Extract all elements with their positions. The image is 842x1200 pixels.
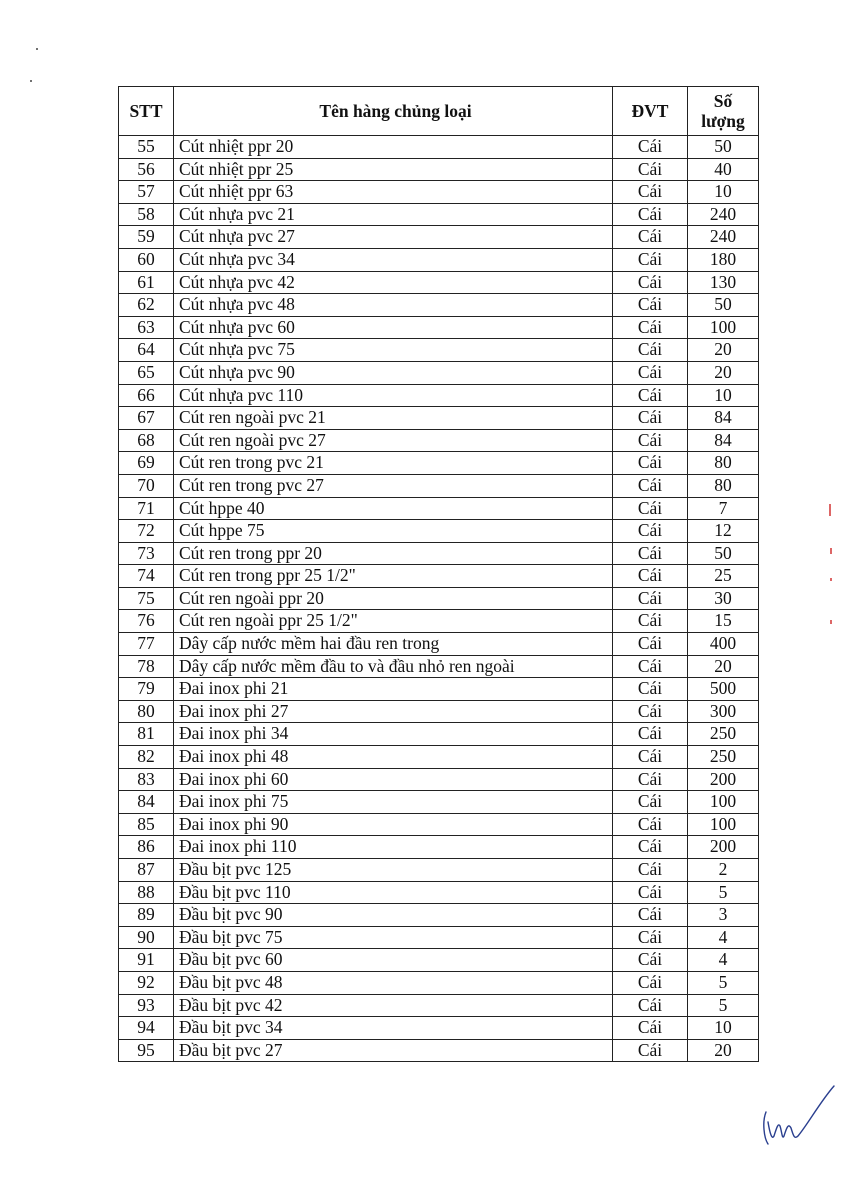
header-qty-line2: lượng xyxy=(701,111,745,131)
row-name: Cút nhựa pvc 90 xyxy=(174,361,613,384)
table-row xyxy=(119,904,759,927)
row-qty: 240 xyxy=(688,226,759,249)
row-unit: Cái xyxy=(613,339,688,362)
row-unit: Cái xyxy=(613,181,688,204)
row-qty: 15 xyxy=(688,610,759,633)
row-stt: 69 xyxy=(119,452,174,475)
table-row xyxy=(119,452,759,475)
row-stt: 76 xyxy=(119,610,174,633)
row-unit: Cái xyxy=(613,633,688,656)
row-name: Cút nhựa pvc 110 xyxy=(174,384,613,407)
row-qty: 180 xyxy=(688,248,759,271)
row-stt: 73 xyxy=(119,542,174,565)
row-stt: 80 xyxy=(119,700,174,723)
table-row xyxy=(119,587,759,610)
row-stt: 74 xyxy=(119,565,174,588)
table-row xyxy=(119,994,759,1017)
row-name: Dây cấp nước mềm hai đầu ren trong xyxy=(174,633,613,656)
row-unit: Cái xyxy=(613,248,688,271)
row-name: Dây cấp nước mềm đầu to và đầu nhỏ ren ngoài xyxy=(174,655,613,678)
row-unit: Cái xyxy=(613,836,688,859)
row-stt: 94 xyxy=(119,1017,174,1040)
row-stt: 64 xyxy=(119,339,174,362)
row-name: Cút nhựa pvc 60 xyxy=(174,316,613,339)
edge-mark xyxy=(830,578,832,581)
row-qty: 200 xyxy=(688,836,759,859)
row-qty: 250 xyxy=(688,723,759,746)
row-qty: 4 xyxy=(688,949,759,972)
row-stt: 86 xyxy=(119,836,174,859)
row-name: Đai inox phi 48 xyxy=(174,746,613,769)
row-qty: 400 xyxy=(688,633,759,656)
row-qty: 50 xyxy=(688,136,759,159)
row-name: Đai inox phi 27 xyxy=(174,700,613,723)
row-unit: Cái xyxy=(613,881,688,904)
row-unit: Cái xyxy=(613,971,688,994)
row-qty: 25 xyxy=(688,565,759,588)
row-unit: Cái xyxy=(613,520,688,543)
table-body xyxy=(119,136,759,1062)
table-row xyxy=(119,361,759,384)
table-row xyxy=(119,926,759,949)
row-qty: 3 xyxy=(688,904,759,927)
row-unit: Cái xyxy=(613,587,688,610)
row-unit: Cái xyxy=(613,949,688,972)
row-qty: 10 xyxy=(688,384,759,407)
row-stt: 82 xyxy=(119,746,174,769)
row-unit: Cái xyxy=(613,610,688,633)
row-qty: 10 xyxy=(688,181,759,204)
row-unit: Cái xyxy=(613,1017,688,1040)
table-row xyxy=(119,181,759,204)
table-row xyxy=(119,678,759,701)
row-qty: 20 xyxy=(688,361,759,384)
table-row xyxy=(119,429,759,452)
row-unit: Cái xyxy=(613,294,688,317)
row-unit: Cái xyxy=(613,746,688,769)
table-row xyxy=(119,791,759,814)
row-unit: Cái xyxy=(613,1039,688,1062)
row-stt: 72 xyxy=(119,520,174,543)
row-name: Đai inox phi 60 xyxy=(174,768,613,791)
table-row xyxy=(119,949,759,972)
row-stt: 60 xyxy=(119,248,174,271)
row-stt: 56 xyxy=(119,158,174,181)
row-name: Cút ren ngoài pvc 21 xyxy=(174,407,613,430)
row-qty: 5 xyxy=(688,881,759,904)
row-stt: 89 xyxy=(119,904,174,927)
edge-mark xyxy=(830,620,832,624)
row-name: Đầu bịt pvc 42 xyxy=(174,994,613,1017)
row-name: Cút nhựa pvc 48 xyxy=(174,294,613,317)
table-row xyxy=(119,248,759,271)
row-name: Đầu bịt pvc 125 xyxy=(174,859,613,882)
row-stt: 79 xyxy=(119,678,174,701)
table-row xyxy=(119,226,759,249)
table-row xyxy=(119,407,759,430)
row-name: Cút nhựa pvc 42 xyxy=(174,271,613,294)
row-qty: 500 xyxy=(688,678,759,701)
row-name: Cút nhiệt ppr 20 xyxy=(174,136,613,159)
row-unit: Cái xyxy=(613,452,688,475)
row-name: Đai inox phi 110 xyxy=(174,836,613,859)
row-qty: 130 xyxy=(688,271,759,294)
table-row xyxy=(119,497,759,520)
row-qty: 10 xyxy=(688,1017,759,1040)
row-stt: 62 xyxy=(119,294,174,317)
row-stt: 87 xyxy=(119,859,174,882)
row-qty: 100 xyxy=(688,813,759,836)
table-row xyxy=(119,1039,759,1062)
table-row xyxy=(119,700,759,723)
row-stt: 65 xyxy=(119,361,174,384)
row-qty: 20 xyxy=(688,1039,759,1062)
table-row xyxy=(119,474,759,497)
row-qty: 240 xyxy=(688,203,759,226)
row-name: Đầu bịt pvc 75 xyxy=(174,926,613,949)
row-name: Cút ren trong pvc 21 xyxy=(174,452,613,475)
row-stt: 63 xyxy=(119,316,174,339)
table-row xyxy=(119,316,759,339)
row-stt: 57 xyxy=(119,181,174,204)
row-name: Cút nhiệt ppr 25 xyxy=(174,158,613,181)
header-qty xyxy=(688,87,759,136)
row-qty: 20 xyxy=(688,655,759,678)
row-stt: 66 xyxy=(119,384,174,407)
table-row xyxy=(119,768,759,791)
row-name: Cút nhựa pvc 75 xyxy=(174,339,613,362)
row-unit: Cái xyxy=(613,926,688,949)
row-name: Cút nhiệt ppr 63 xyxy=(174,181,613,204)
row-stt: 68 xyxy=(119,429,174,452)
row-name: Đầu bịt pvc 34 xyxy=(174,1017,613,1040)
row-qty: 80 xyxy=(688,452,759,475)
row-qty: 200 xyxy=(688,768,759,791)
row-qty: 4 xyxy=(688,926,759,949)
table-row xyxy=(119,655,759,678)
table-row xyxy=(119,339,759,362)
table-row xyxy=(119,520,759,543)
row-stt: 70 xyxy=(119,474,174,497)
row-unit: Cái xyxy=(613,904,688,927)
table-row xyxy=(119,136,759,159)
row-unit: Cái xyxy=(613,768,688,791)
row-unit: Cái xyxy=(613,542,688,565)
row-unit: Cái xyxy=(613,271,688,294)
row-qty: 100 xyxy=(688,316,759,339)
row-qty: 12 xyxy=(688,520,759,543)
table-header-row xyxy=(119,87,759,136)
row-name: Đai inox phi 34 xyxy=(174,723,613,746)
row-name: Đai inox phi 21 xyxy=(174,678,613,701)
row-unit: Cái xyxy=(613,678,688,701)
table-row xyxy=(119,881,759,904)
row-unit: Cái xyxy=(613,859,688,882)
table-row xyxy=(119,723,759,746)
header-stt: STT xyxy=(119,87,174,136)
row-unit: Cái xyxy=(613,474,688,497)
table-row xyxy=(119,271,759,294)
row-name: Cút hppe 75 xyxy=(174,520,613,543)
row-name: Đai inox phi 90 xyxy=(174,813,613,836)
row-name: Cút ren trong pvc 27 xyxy=(174,474,613,497)
table-row xyxy=(119,610,759,633)
row-unit: Cái xyxy=(613,136,688,159)
row-name: Cút nhựa pvc 27 xyxy=(174,226,613,249)
row-stt: 91 xyxy=(119,949,174,972)
table-row xyxy=(119,565,759,588)
scan-speck xyxy=(36,48,38,50)
row-name: Cút ren trong ppr 25 1/2" xyxy=(174,565,613,588)
edge-mark xyxy=(830,548,832,554)
row-stt: 55 xyxy=(119,136,174,159)
row-stt: 77 xyxy=(119,633,174,656)
row-name: Đầu bịt pvc 90 xyxy=(174,904,613,927)
row-name: Cút ren ngoài ppr 20 xyxy=(174,587,613,610)
row-name: Cút ren ngoài ppr 25 1/2" xyxy=(174,610,613,633)
row-qty: 100 xyxy=(688,791,759,814)
row-unit: Cái xyxy=(613,813,688,836)
row-unit: Cái xyxy=(613,723,688,746)
row-stt: 84 xyxy=(119,791,174,814)
row-qty: 80 xyxy=(688,474,759,497)
table-row xyxy=(119,1017,759,1040)
row-unit: Cái xyxy=(613,384,688,407)
table-row xyxy=(119,633,759,656)
row-stt: 85 xyxy=(119,813,174,836)
scan-speck xyxy=(30,80,32,82)
row-stt: 93 xyxy=(119,994,174,1017)
row-unit: Cái xyxy=(613,791,688,814)
row-stt: 67 xyxy=(119,407,174,430)
row-unit: Cái xyxy=(613,407,688,430)
row-stt: 61 xyxy=(119,271,174,294)
row-unit: Cái xyxy=(613,203,688,226)
row-qty: 20 xyxy=(688,339,759,362)
signature-icon xyxy=(758,1082,838,1152)
row-name: Đầu bịt pvc 110 xyxy=(174,881,613,904)
row-qty: 5 xyxy=(688,971,759,994)
row-name: Đai inox phi 75 xyxy=(174,791,613,814)
header-unit: ĐVT xyxy=(613,87,688,136)
row-qty: 2 xyxy=(688,859,759,882)
row-qty: 50 xyxy=(688,542,759,565)
header-name: Tên hàng chủng loại xyxy=(174,87,613,136)
row-unit: Cái xyxy=(613,497,688,520)
row-qty: 5 xyxy=(688,994,759,1017)
row-unit: Cái xyxy=(613,226,688,249)
row-stt: 59 xyxy=(119,226,174,249)
row-stt: 90 xyxy=(119,926,174,949)
table-row xyxy=(119,971,759,994)
row-qty: 250 xyxy=(688,746,759,769)
row-name: Cút ren trong ppr 20 xyxy=(174,542,613,565)
row-unit: Cái xyxy=(613,361,688,384)
table-row xyxy=(119,836,759,859)
row-stt: 75 xyxy=(119,587,174,610)
row-qty: 40 xyxy=(688,158,759,181)
row-stt: 81 xyxy=(119,723,174,746)
edge-mark xyxy=(829,504,831,516)
row-stt: 95 xyxy=(119,1039,174,1062)
row-name: Đầu bịt pvc 60 xyxy=(174,949,613,972)
row-unit: Cái xyxy=(613,316,688,339)
row-unit: Cái xyxy=(613,158,688,181)
row-qty: 7 xyxy=(688,497,759,520)
row-name: Đầu bịt pvc 27 xyxy=(174,1039,613,1062)
row-stt: 92 xyxy=(119,971,174,994)
row-stt: 78 xyxy=(119,655,174,678)
row-name: Cút hppe 40 xyxy=(174,497,613,520)
table-row xyxy=(119,746,759,769)
table-row xyxy=(119,294,759,317)
table-row xyxy=(119,158,759,181)
row-stt: 58 xyxy=(119,203,174,226)
row-name: Cút ren ngoài pvc 27 xyxy=(174,429,613,452)
row-name: Đầu bịt pvc 48 xyxy=(174,971,613,994)
table-row xyxy=(119,813,759,836)
row-unit: Cái xyxy=(613,565,688,588)
table-row xyxy=(119,859,759,882)
row-name: Cút nhựa pvc 34 xyxy=(174,248,613,271)
row-name: Cút nhựa pvc 21 xyxy=(174,203,613,226)
table-row xyxy=(119,203,759,226)
row-qty: 84 xyxy=(688,407,759,430)
row-stt: 88 xyxy=(119,881,174,904)
row-unit: Cái xyxy=(613,429,688,452)
row-qty: 30 xyxy=(688,587,759,610)
row-unit: Cái xyxy=(613,655,688,678)
row-stt: 71 xyxy=(119,497,174,520)
table-row xyxy=(119,542,759,565)
header-qty-line1: Số xyxy=(713,91,733,111)
table-row xyxy=(119,384,759,407)
row-qty: 300 xyxy=(688,700,759,723)
goods-table xyxy=(118,86,759,1062)
row-qty: 84 xyxy=(688,429,759,452)
row-unit: Cái xyxy=(613,700,688,723)
row-stt: 83 xyxy=(119,768,174,791)
row-unit: Cái xyxy=(613,994,688,1017)
row-qty: 50 xyxy=(688,294,759,317)
